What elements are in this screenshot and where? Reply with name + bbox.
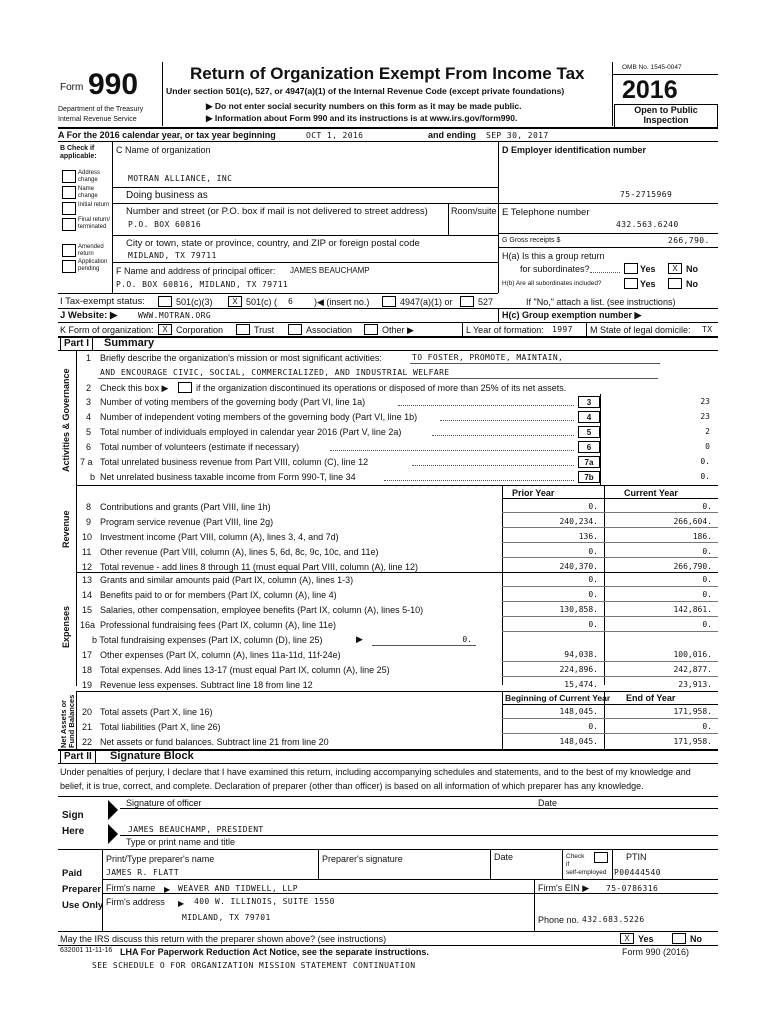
omb-number: OMB No. 1545-0047 — [622, 64, 682, 71]
officer-address[interactable]: P.O. BOX 60816, MIDLAND, TX 79711 — [116, 280, 289, 289]
net-line-num: 21 — [82, 722, 93, 732]
ein-value[interactable]: 75-2715969 — [620, 190, 673, 199]
f-label: F Name and address of principal officer: — [116, 266, 276, 276]
line-1-num: 1 — [86, 353, 92, 363]
501c3-label: 501(c)(3) — [176, 297, 213, 307]
firm-address-label: Firm's address — [106, 897, 165, 907]
rev-line-num: 9 — [86, 517, 92, 527]
gov-line-box: 4 — [578, 411, 600, 423]
exp-prior-value[interactable]: 130,858. — [559, 605, 598, 614]
sign-date-label: Date — [538, 798, 558, 808]
gov-line-value[interactable]: 0. — [700, 472, 710, 481]
exp-current-value[interactable]: 100,016. — [673, 650, 712, 659]
firm-address-1[interactable]: 400 W. ILLINOIS, SUITE 1550 — [194, 897, 335, 906]
501c3-checkbox[interactable] — [158, 296, 172, 307]
org-name[interactable]: MOTRAN ALLIANCE, INC — [128, 174, 233, 183]
gov-line-box: 7a — [578, 456, 600, 468]
net-begin-value[interactable]: 0. — [588, 722, 598, 731]
trust-checkbox[interactable] — [236, 324, 250, 335]
form-title: Return of Organization Exempt From Income Tax — [190, 64, 585, 83]
rev-line-num: 10 — [82, 532, 93, 542]
k-label: K Form of organization: — [60, 325, 154, 335]
phone-no-label: Phone no. — [538, 915, 580, 925]
check-label: Check — [566, 853, 585, 860]
line-16b-value[interactable]: 0. — [462, 635, 472, 644]
arrow-icon: ▶ — [356, 634, 363, 644]
association-label: Association — [306, 325, 353, 335]
checkbox-initial-return[interactable] — [62, 202, 76, 215]
rev-prior-value[interactable]: 240,370. — [559, 562, 598, 571]
website-value[interactable]: WWW.MOTRAN.ORG — [138, 311, 212, 320]
line-a-label: A For the 2016 calendar year, or tax year beginning — [58, 130, 276, 140]
gov-line-box: 3 — [578, 396, 600, 408]
exp-line-label: Benefits paid to or for members (Part IX, column (A), line 4) — [100, 590, 337, 600]
rev-line-label: Program service revenue (Part VIII, line 2g) — [100, 517, 274, 527]
rev-line-label: Contributions and grants (Part VIII, line 1h) — [100, 502, 271, 512]
hb-note: If "No," attach a list. (see instructions) — [526, 297, 676, 307]
year-of-formation[interactable]: 1997 — [552, 325, 573, 334]
tax-year: 2016 — [622, 76, 678, 104]
gov-line-label: Number of independent voting members of the governing body (Part VI, line 1b) — [100, 412, 418, 422]
rev-current-value[interactable]: 186. — [692, 532, 712, 541]
rev-line-label: Investment income (Part VIII, column (A), lines 3, 4, and 7d) — [100, 532, 339, 542]
dba-label: Doing business as — [126, 190, 208, 201]
ha-sub-label: for subordinates? — [520, 264, 590, 274]
part-1-title: Summary — [104, 337, 155, 349]
gov-line-value[interactable]: 2 — [705, 427, 710, 436]
line-16b-label: b Total fundraising expenses (Part IX, column (D), line 25) — [92, 635, 323, 645]
form-code: 632001 11-11-16 — [60, 947, 113, 954]
state-of-domicile[interactable]: TX — [702, 325, 713, 334]
rev-line-num: 11 — [82, 547, 92, 557]
preparer-signature-label: Preparer's signature — [322, 854, 403, 864]
tax-year-begin[interactable]: OCT 1, 2016 — [306, 131, 364, 140]
side-label-revenue: Revenue — [61, 510, 71, 548]
gov-line-num: 7 a — [80, 457, 93, 467]
e-label: E Telephone number — [502, 207, 590, 218]
4947-checkbox[interactable] — [382, 296, 396, 307]
room-suite-label: Room/suite — [451, 206, 497, 216]
corporation-label: Corporation — [176, 325, 224, 335]
side-label-expenses: Expenses — [61, 605, 71, 648]
gov-line-value[interactable]: 0. — [700, 457, 710, 466]
ha-yes-checkbox[interactable] — [624, 263, 638, 274]
officer-name-title[interactable]: JAMES BEAUCHAMP, PRESIDENT — [128, 825, 264, 834]
initial-return-label: Initial return — [78, 202, 110, 208]
527-checkbox[interactable] — [460, 296, 474, 307]
here-label: Here — [62, 826, 85, 837]
principal-officer[interactable]: JAMES BEAUCHAMP — [290, 266, 370, 275]
ha-yes-label: Yes — [640, 264, 656, 274]
gross-receipts[interactable]: 266,790. — [668, 236, 710, 245]
hc-label: H(c) Group exemption number ▶ — [502, 310, 642, 320]
firm-name-label: Firm's name — [106, 883, 156, 893]
exp-line-num: 19 — [82, 680, 93, 690]
header-divider-right — [612, 62, 613, 126]
side-label-governance: Activities & Governance — [61, 368, 71, 472]
gov-line-num: 5 — [86, 427, 92, 437]
exp-line-num: 17 — [82, 650, 93, 660]
exp-current-value[interactable]: 0. — [702, 620, 712, 629]
insert-no-label: )◀ (insert no.) — [314, 297, 370, 307]
line-1-label: Briefly describe the organization's mission or most significant activities: — [100, 353, 382, 363]
gov-line-label: Total unrelated business revenue from Part VIII, column (C), line 12 — [100, 457, 369, 467]
exp-prior-value[interactable]: 0. — [588, 575, 598, 584]
irs-label: Internal Revenue Service — [58, 116, 137, 123]
part-1-tag: Part I — [60, 337, 93, 351]
j-label: J Website: ▶ — [60, 310, 118, 321]
m-label: M State of legal domicile: — [590, 325, 691, 335]
501c-number[interactable]: 6 — [288, 297, 294, 306]
gov-line-num: 3 — [86, 397, 92, 407]
other-checkbox[interactable] — [364, 324, 378, 335]
gov-line-num: 6 — [86, 442, 92, 452]
street-label: Number and street (or P.O. box if mail is not delivered to street address) — [126, 206, 428, 217]
checkbox-amended-return[interactable] — [62, 244, 76, 257]
ptin-label: PTIN — [626, 852, 647, 862]
exp-line-label: Professional fundraising fees (Part IX, column (A), line 11e) — [100, 620, 336, 630]
mission-line-1[interactable]: TO FOSTER, PROMOTE, MAINTAIN, — [412, 353, 564, 362]
part-2-tag: Part II — [60, 750, 96, 764]
rev-current-value[interactable]: 0. — [702, 547, 712, 556]
firm-address-2[interactable]: MIDLAND, TX 79701 — [182, 913, 271, 922]
exp-prior-value[interactable]: 224,896. — [559, 665, 598, 674]
ssn-warning: ▶ Do not enter social security numbers on this form as it may be made public. — [206, 101, 522, 111]
rev-prior-value[interactable]: 136. — [578, 532, 598, 541]
exp-line-num: 13 — [82, 575, 93, 585]
rev-current-value[interactable]: 266,604. — [673, 517, 712, 526]
checkbox-address-change[interactable] — [62, 170, 76, 183]
exp-line-num: 16a — [80, 620, 96, 630]
end-of-year-header: End of Year — [626, 693, 676, 703]
net-begin-value[interactable]: 148,045. — [559, 737, 598, 746]
firm-ein[interactable]: 75-0786316 — [606, 884, 659, 893]
ha-no-checkbox[interactable]: X — [668, 263, 682, 274]
current-year-header: Current Year — [624, 488, 678, 498]
dept-treasury: Department of the Treasury — [58, 106, 144, 113]
exp-prior-value[interactable]: 94,038. — [564, 650, 598, 659]
city-label: City or town, state or province, country, and ZIP or foreign postal code — [126, 238, 420, 249]
part-2-title: Signature Block — [110, 750, 194, 762]
checkbox-application-pending[interactable] — [62, 260, 76, 273]
hb-no-label: No — [686, 279, 698, 289]
gov-line-box: 6 — [578, 441, 600, 453]
checkbox-final-return[interactable] — [62, 218, 76, 231]
rev-line-num: 12 — [82, 562, 93, 572]
beginning-year-header: Beginning of Current Year — [505, 693, 611, 703]
paid-label: Paid — [62, 868, 83, 879]
exp-line-num: 15 — [82, 605, 93, 615]
preparer-name-label: Print/Type preparer's name — [106, 854, 215, 864]
firm-address-arrow-icon: ▶ — [178, 899, 185, 908]
exp-current-value[interactable]: 142,861. — [673, 605, 712, 614]
line-2-label: Check this box ▶ — [100, 383, 169, 393]
hb-no-checkbox[interactable] — [668, 278, 682, 289]
hb-yes-label: Yes — [640, 279, 656, 289]
rev-line-num: 8 — [86, 502, 92, 512]
corporation-checkbox[interactable]: X — [158, 324, 172, 335]
perjury-statement: Under penalties of perjury, I declare that I have examined this return, including accompanying schedules and statements, and to the best of my knowledge and belief, it is true, correct, and complete. Declaration of preparer (other than officer) is based on all information of which preparer has any knowledge. — [60, 767, 691, 791]
gov-line-value[interactable]: 0 — [705, 442, 710, 451]
other-label: Other ▶ — [382, 325, 414, 335]
rev-current-value[interactable]: 266,790. — [673, 562, 712, 571]
check-if-applicable: B Check if applicable: — [60, 145, 97, 160]
exp-current-value[interactable]: 0. — [702, 575, 712, 584]
gov-line-value[interactable]: 23 — [700, 397, 710, 406]
exp-prior-value[interactable]: 15,474. — [564, 680, 598, 689]
exp-line-label: Total expenses. Add lines 13-17 (must equal Part IX, column (A), line 25) — [100, 665, 390, 675]
rev-prior-value[interactable]: 0. — [588, 502, 598, 511]
ha-no-label: No — [686, 264, 698, 274]
name-arrow-icon — [108, 824, 118, 844]
net-begin-value[interactable]: 148,045. — [559, 707, 598, 716]
form-id-footer: Form 990 (2016) — [622, 947, 690, 957]
exp-prior-value[interactable]: 0. — [588, 590, 598, 599]
i-label: I Tax-exempt status: — [60, 296, 145, 307]
rev-prior-value[interactable]: 0. — [588, 547, 598, 556]
exp-line-num: 18 — [82, 665, 93, 675]
net-end-value[interactable]: 171,958. — [673, 737, 712, 746]
exp-line-label: Revenue less expenses. Subtract line 18 from line 12 — [100, 680, 313, 690]
name-change-label: Name change — [78, 186, 98, 199]
schedule-o-note: SEE SCHEDULE O FOR ORGANIZATION MISSION STATEMENT CONTINUATION — [92, 961, 416, 970]
lha-notice: LHA For Paperwork Reduction Act Notice, see the separate instructions. — [120, 947, 429, 957]
discuss-question: May the IRS discuss this return with the preparer shown above? (see instructions) — [60, 934, 387, 944]
gov-line-num: b — [90, 472, 96, 482]
form-label: Form — [60, 82, 84, 93]
final-return-label: Final return/ terminated — [78, 217, 111, 230]
exp-line-num: 14 — [82, 590, 93, 600]
and-ending-label: and ending — [428, 130, 476, 140]
hb-yes-checkbox[interactable] — [624, 278, 638, 289]
rev-line-label: Other revenue (Part VIII, column (A), lines 5, 6d, 8c, 9c, 10c, and 11e) — [100, 547, 379, 557]
exp-line-label: Grants and similar amounts paid (Part IX, column (A), lines 1-3) — [100, 575, 354, 585]
open-to-public-badge: Open to Public Inspection — [614, 104, 718, 128]
gov-line-label: Number of voting members of the governing body (Part VI, line 1a) — [100, 397, 366, 407]
firm-name[interactable]: WEAVER AND TIDWELL, LLP — [178, 884, 298, 893]
address-change-label: Address change — [78, 170, 101, 183]
501c-label: 501(c) ( — [246, 297, 278, 307]
preparer-label: Preparer — [62, 884, 102, 895]
form-subtitle: Under section 501(c), 527, or 4947(a)(1) of the Internal Revenue Code (except private foundations) — [166, 86, 565, 96]
amended-return-label: Amended return — [78, 244, 104, 257]
line-2-desc: if the organization discontinued its operations or disposed of more than 25% of its net assets. — [196, 383, 567, 393]
sign-arrow-icon — [108, 800, 118, 820]
rev-current-value[interactable]: 0. — [702, 502, 712, 511]
use-only-label: Use Only — [62, 900, 104, 911]
mission-line-2[interactable]: AND ENCOURAGE CIVIC, SOCIAL, COMMERCIALIZED, AND INDUSTRIAL WELFARE — [100, 368, 450, 377]
net-end-value[interactable]: 0. — [702, 722, 712, 731]
c-label: C Name of organization — [116, 145, 211, 155]
street-address[interactable]: P.O. BOX 60816 — [128, 220, 202, 229]
rule-top — [58, 127, 718, 129]
527-label: 527 — [478, 297, 494, 307]
form-number: 990 — [88, 68, 139, 101]
firm-ein-label: Firm's EIN ▶ — [538, 883, 590, 893]
city-state-zip[interactable]: MIDLAND, TX 79711 — [128, 251, 217, 260]
association-checkbox[interactable] — [288, 324, 302, 335]
rev-prior-value[interactable]: 240,234. — [559, 517, 598, 526]
exp-line-label: Salaries, other compensation, employee benefits (Part IX, column (A), lines 5-10) — [100, 605, 424, 615]
exp-prior-value[interactable]: 0. — [588, 620, 598, 629]
discuss-yes-checkbox[interactable]: X — [620, 933, 634, 944]
checkbox-name-change[interactable] — [62, 186, 76, 199]
self-employed-label: self-employed — [566, 869, 607, 876]
discontinued-checkbox[interactable] — [178, 382, 192, 393]
l-label: L Year of formation: — [466, 325, 544, 335]
exp-line-label: Other expenses (Part IX, column (A), lines 11a-11d, 11f-24e) — [100, 650, 341, 660]
net-line-num: 20 — [82, 707, 93, 717]
preparer-phone[interactable]: 432.683.5226 — [582, 915, 645, 924]
gov-line-box: 7b — [578, 471, 600, 483]
gov-line-label: Total number of volunteers (estimate if necessary) — [100, 442, 300, 452]
self-employed-checkbox[interactable] — [594, 852, 608, 863]
exp-current-value[interactable]: 242,877. — [673, 665, 712, 674]
firm-name-arrow-icon: ▶ — [164, 885, 171, 894]
preparer-name[interactable]: JAMES R. FLATT — [106, 868, 180, 877]
hb-label: H(b) Are all subordinates included? — [502, 280, 602, 287]
501c-checkbox[interactable]: X — [228, 296, 242, 307]
net-line-num: 22 — [82, 737, 93, 747]
exp-current-value[interactable]: 23,913. — [678, 680, 712, 689]
line-2-num: 2 — [86, 383, 92, 393]
gov-line-value[interactable]: 23 — [700, 412, 710, 421]
rev-line-label: Total revenue - add lines 8 through 11 (must equal Part VIII, column (A), line 12) — [100, 562, 418, 572]
preparer-date-label: Date — [494, 852, 514, 862]
gov-line-label: Net unrelated business taxable income from Form 990-T, line 34 — [100, 472, 356, 482]
instructions-link[interactable]: ▶ Information about Form 990 and its instructions is at www.irs.gov/form990. — [206, 113, 518, 123]
net-line-label: Net assets or fund balances. Subtract line 21 from line 20 — [100, 737, 329, 747]
side-label-net-assets: Net Assets or Fund Balances — [59, 694, 76, 748]
application-pending-label: Application pending — [78, 259, 108, 272]
tax-year-end[interactable]: SEP 30, 2017 — [486, 131, 549, 140]
type-name-label: Type or print name and title — [126, 837, 236, 847]
net-line-label: Total assets (Part X, line 16) — [100, 707, 213, 717]
trust-label: Trust — [254, 325, 275, 335]
d-label: D Employer identification number — [502, 145, 647, 155]
ha-label: H(a) Is this a group return — [502, 251, 605, 261]
sign-label: Sign — [62, 810, 84, 821]
if-label: if — [566, 861, 570, 868]
gov-line-num: 4 — [86, 412, 92, 422]
header-divider-left — [162, 62, 163, 126]
discuss-no-checkbox[interactable] — [672, 933, 686, 944]
phone-value[interactable]: 432.563.6240 — [616, 220, 679, 229]
exp-current-value[interactable]: 0. — [702, 590, 712, 599]
prior-year-header: Prior Year — [512, 488, 555, 498]
discuss-no-label: No — [690, 934, 702, 944]
4947-label: 4947(a)(1) or — [400, 297, 453, 307]
g-label: G Gross receipts $ — [502, 237, 561, 244]
discuss-yes-label: Yes — [638, 934, 654, 944]
signature-officer-label: Signature of officer — [126, 798, 202, 808]
gov-line-box: 5 — [578, 426, 600, 438]
gov-line-label: Total number of individuals employed in calendar year 2016 (Part V, line 2a) — [100, 427, 402, 437]
net-end-value[interactable]: 171,958. — [673, 707, 712, 716]
net-line-label: Total liabilities (Part X, line 26) — [100, 722, 221, 732]
ptin-value[interactable]: P00444540 — [614, 868, 661, 877]
